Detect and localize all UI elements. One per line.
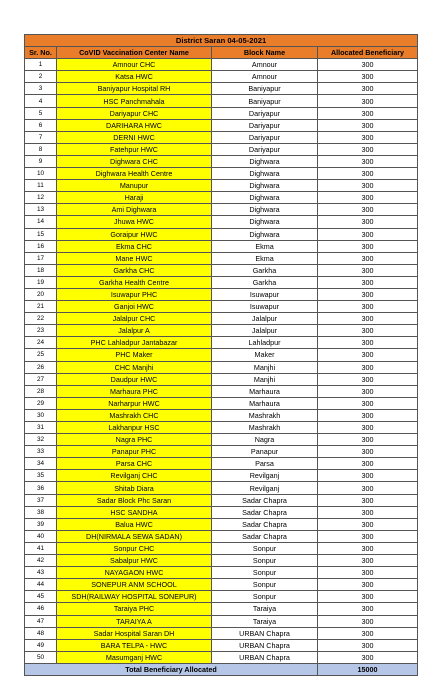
center-name-cell: DARIHARA HWC bbox=[57, 119, 212, 131]
allocated-cell: 300 bbox=[318, 264, 418, 276]
sr-no-cell: 34 bbox=[25, 458, 57, 470]
sr-no-cell: 11 bbox=[25, 180, 57, 192]
allocated-cell: 300 bbox=[318, 131, 418, 143]
sr-no-cell: 2 bbox=[25, 71, 57, 83]
block-name-cell: Sadar Chapra bbox=[212, 494, 318, 506]
table-row bbox=[25, 337, 418, 349]
sr-no-cell: 46 bbox=[25, 603, 57, 615]
sr-no-cell: 42 bbox=[25, 555, 57, 567]
block-name-cell: Ekma bbox=[212, 252, 318, 264]
allocated-cell: 300 bbox=[318, 204, 418, 216]
table-row bbox=[25, 409, 418, 421]
table-row bbox=[25, 204, 418, 216]
table-row bbox=[25, 530, 418, 542]
block-name-cell: Jalalpur bbox=[212, 313, 318, 325]
table-row bbox=[25, 591, 418, 603]
center-name-cell: Jalalpur CHC bbox=[57, 313, 212, 325]
center-name-cell: Lakhanpur HSC bbox=[57, 422, 212, 434]
table-row bbox=[25, 288, 418, 300]
table-row bbox=[25, 276, 418, 288]
block-name-cell: Taraiya bbox=[212, 603, 318, 615]
allocated-cell: 300 bbox=[318, 288, 418, 300]
center-name-cell: Panapur PHC bbox=[57, 446, 212, 458]
table-row bbox=[25, 325, 418, 337]
block-name-cell: Sonpur bbox=[212, 542, 318, 554]
center-name-cell: SDH(RAILWAY HOSPITAL SONEPUR) bbox=[57, 591, 212, 603]
block-name-cell: Nagra bbox=[212, 434, 318, 446]
table-row bbox=[25, 494, 418, 506]
sr-no-cell: 43 bbox=[25, 567, 57, 579]
center-name-cell: Dighwara CHC bbox=[57, 155, 212, 167]
sr-no-cell: 8 bbox=[25, 143, 57, 155]
center-name-cell: Ami Dighwara bbox=[57, 204, 212, 216]
center-name-cell: Balua HWC bbox=[57, 518, 212, 530]
allocated-cell: 300 bbox=[318, 71, 418, 83]
center-name-cell: SONEPUR ANM SCHOOL bbox=[57, 579, 212, 591]
sr-no-cell: 38 bbox=[25, 506, 57, 518]
table-row bbox=[25, 168, 418, 180]
sr-no-cell: 1 bbox=[25, 59, 57, 71]
center-name-cell: HSC Panchmahala bbox=[57, 95, 212, 107]
table-row bbox=[25, 301, 418, 313]
table-row bbox=[25, 155, 418, 167]
center-name-cell: Parsa CHC bbox=[57, 458, 212, 470]
block-name-cell: Dighwara bbox=[212, 216, 318, 228]
block-name-cell: Dighwara bbox=[212, 228, 318, 240]
block-name-cell: Dighwara bbox=[212, 180, 318, 192]
sr-no-cell: 10 bbox=[25, 168, 57, 180]
allocated-cell: 300 bbox=[318, 555, 418, 567]
title-row bbox=[25, 35, 418, 47]
block-name-cell: Sonpur bbox=[212, 555, 318, 567]
sr-no-cell: 35 bbox=[25, 470, 57, 482]
sr-no-cell: 41 bbox=[25, 542, 57, 554]
allocated-cell: 300 bbox=[318, 615, 418, 627]
table-row bbox=[25, 95, 418, 107]
allocated-cell: 300 bbox=[318, 579, 418, 591]
table-row bbox=[25, 143, 418, 155]
center-name-cell: Shitab Diara bbox=[57, 482, 212, 494]
table-row bbox=[25, 446, 418, 458]
block-name-cell: Amnour bbox=[212, 71, 318, 83]
block-name-cell: Baniyapur bbox=[212, 83, 318, 95]
block-name-cell: Sadar Chapra bbox=[212, 530, 318, 542]
sr-no-cell: 40 bbox=[25, 530, 57, 542]
table-row bbox=[25, 458, 418, 470]
table-row bbox=[25, 361, 418, 373]
total-value: 15000 bbox=[318, 663, 418, 675]
table-row bbox=[25, 373, 418, 385]
center-name-cell: Haraji bbox=[57, 192, 212, 204]
sr-no-cell: 9 bbox=[25, 155, 57, 167]
center-name-cell: TARAIYA A bbox=[57, 615, 212, 627]
allocated-cell: 300 bbox=[318, 59, 418, 71]
block-name-cell: Sadar Chapra bbox=[212, 506, 318, 518]
sheet-title: District Saran 04-05-2021 bbox=[25, 35, 418, 47]
center-name-cell: NAYAGAON HWC bbox=[57, 567, 212, 579]
center-name-cell: Baniyapur Hospital RH bbox=[57, 83, 212, 95]
center-name-cell: Dighwara Health Centre bbox=[57, 168, 212, 180]
table-row bbox=[25, 651, 418, 663]
block-name-cell: Parsa bbox=[212, 458, 318, 470]
table-row bbox=[25, 506, 418, 518]
allocated-cell: 300 bbox=[318, 155, 418, 167]
center-name-cell: DERNI HWC bbox=[57, 131, 212, 143]
sr-no-cell: 3 bbox=[25, 83, 57, 95]
block-name-cell: Garkha bbox=[212, 264, 318, 276]
center-name-cell: Ekma CHC bbox=[57, 240, 212, 252]
table-row bbox=[25, 83, 418, 95]
sr-no-cell: 15 bbox=[25, 228, 57, 240]
allocated-cell: 300 bbox=[318, 494, 418, 506]
table-row bbox=[25, 313, 418, 325]
sr-no-cell: 14 bbox=[25, 216, 57, 228]
center-name-cell: Mashrakh CHC bbox=[57, 409, 212, 421]
allocated-cell: 300 bbox=[318, 252, 418, 264]
sr-no-cell: 28 bbox=[25, 385, 57, 397]
allocated-cell: 300 bbox=[318, 325, 418, 337]
center-name-cell: Ganjoi HWC bbox=[57, 301, 212, 313]
total-row bbox=[25, 663, 418, 675]
center-name-cell: Jalalpur A bbox=[57, 325, 212, 337]
sr-no-cell: 39 bbox=[25, 518, 57, 530]
center-name-cell: Garkha Health Centre bbox=[57, 276, 212, 288]
sr-no-cell: 45 bbox=[25, 591, 57, 603]
allocated-cell: 300 bbox=[318, 422, 418, 434]
center-name-cell: Manupur bbox=[57, 180, 212, 192]
table-row bbox=[25, 180, 418, 192]
table-row bbox=[25, 71, 418, 83]
center-name-cell: Amnour CHC bbox=[57, 59, 212, 71]
allocated-cell: 300 bbox=[318, 95, 418, 107]
block-name-cell: Dighwara bbox=[212, 155, 318, 167]
block-name-cell: Isuwapur bbox=[212, 288, 318, 300]
allocated-cell: 300 bbox=[318, 349, 418, 361]
vaccination-allocation-table bbox=[24, 34, 418, 676]
allocated-cell: 300 bbox=[318, 168, 418, 180]
allocated-cell: 300 bbox=[318, 276, 418, 288]
allocated-cell: 300 bbox=[318, 361, 418, 373]
block-name-cell: URBAN Chapra bbox=[212, 627, 318, 639]
table-row bbox=[25, 555, 418, 567]
block-name-cell: Dariyapur bbox=[212, 107, 318, 119]
allocated-cell: 300 bbox=[318, 216, 418, 228]
block-name-cell: Sonpur bbox=[212, 567, 318, 579]
allocated-cell: 300 bbox=[318, 409, 418, 421]
center-name-cell: Garkha CHC bbox=[57, 264, 212, 276]
allocated-cell: 300 bbox=[318, 627, 418, 639]
table-row bbox=[25, 240, 418, 252]
block-name-cell: Revilganj bbox=[212, 482, 318, 494]
center-name-cell: Sadar Block Phc Saran bbox=[57, 494, 212, 506]
table-row bbox=[25, 228, 418, 240]
table-body bbox=[25, 35, 418, 676]
sr-no-cell: 25 bbox=[25, 349, 57, 361]
sr-no-cell: 17 bbox=[25, 252, 57, 264]
table-row bbox=[25, 615, 418, 627]
allocated-cell: 300 bbox=[318, 107, 418, 119]
block-name-cell: Dighwara bbox=[212, 204, 318, 216]
sr-no-cell: 21 bbox=[25, 301, 57, 313]
table-row bbox=[25, 542, 418, 554]
allocated-cell: 300 bbox=[318, 228, 418, 240]
sr-no-cell: 5 bbox=[25, 107, 57, 119]
block-name-cell: Garkha bbox=[212, 276, 318, 288]
block-name-cell: Mashrakh bbox=[212, 409, 318, 421]
block-name-cell: Dariyapur bbox=[212, 143, 318, 155]
table-row bbox=[25, 59, 418, 71]
center-name-cell: BARA TELPA - HWC bbox=[57, 639, 212, 651]
block-name-cell: Sonpur bbox=[212, 579, 318, 591]
header-center-name: CoVID Vaccination Center Name bbox=[57, 47, 212, 59]
table-row bbox=[25, 579, 418, 591]
sr-no-cell: 32 bbox=[25, 434, 57, 446]
table-row bbox=[25, 397, 418, 409]
block-name-cell: Lahladpur bbox=[212, 337, 318, 349]
sr-no-cell: 48 bbox=[25, 627, 57, 639]
sr-no-cell: 30 bbox=[25, 409, 57, 421]
allocated-cell: 300 bbox=[318, 639, 418, 651]
center-name-cell: CHC Manjhi bbox=[57, 361, 212, 373]
sr-no-cell: 19 bbox=[25, 276, 57, 288]
center-name-cell: Sonpur CHC bbox=[57, 542, 212, 554]
center-name-cell: Narharpur HWC bbox=[57, 397, 212, 409]
sr-no-cell: 47 bbox=[25, 615, 57, 627]
allocated-cell: 300 bbox=[318, 530, 418, 542]
table-row bbox=[25, 482, 418, 494]
sr-no-cell: 29 bbox=[25, 397, 57, 409]
table-row bbox=[25, 603, 418, 615]
block-name-cell: URBAN Chapra bbox=[212, 639, 318, 651]
block-name-cell: Sadar Chapra bbox=[212, 518, 318, 530]
sr-no-cell: 37 bbox=[25, 494, 57, 506]
allocated-cell: 300 bbox=[318, 470, 418, 482]
allocated-cell: 300 bbox=[318, 301, 418, 313]
table-row bbox=[25, 131, 418, 143]
table-row bbox=[25, 422, 418, 434]
sr-no-cell: 20 bbox=[25, 288, 57, 300]
sr-no-cell: 23 bbox=[25, 325, 57, 337]
table-row bbox=[25, 192, 418, 204]
allocated-cell: 300 bbox=[318, 506, 418, 518]
allocated-cell: 300 bbox=[318, 119, 418, 131]
center-name-cell: Sadar Hospital Saran DH bbox=[57, 627, 212, 639]
allocated-cell: 300 bbox=[318, 397, 418, 409]
total-label: Total Beneficiary Allocated bbox=[25, 663, 318, 675]
block-name-cell: Dighwara bbox=[212, 168, 318, 180]
block-name-cell: Marhaura bbox=[212, 385, 318, 397]
center-name-cell: DH(NIRMALA SEWA SADAN) bbox=[57, 530, 212, 542]
allocated-cell: 300 bbox=[318, 482, 418, 494]
block-name-cell: Ekma bbox=[212, 240, 318, 252]
block-name-cell: Revilganj bbox=[212, 470, 318, 482]
table-row bbox=[25, 385, 418, 397]
block-name-cell: Maker bbox=[212, 349, 318, 361]
allocated-cell: 300 bbox=[318, 143, 418, 155]
allocated-cell: 300 bbox=[318, 337, 418, 349]
table-row bbox=[25, 639, 418, 651]
sr-no-cell: 16 bbox=[25, 240, 57, 252]
allocated-cell: 300 bbox=[318, 385, 418, 397]
table-row bbox=[25, 264, 418, 276]
sr-no-cell: 22 bbox=[25, 313, 57, 325]
block-name-cell: Dighwara bbox=[212, 192, 318, 204]
block-name-cell: Amnour bbox=[212, 59, 318, 71]
sr-no-cell: 18 bbox=[25, 264, 57, 276]
header-block-name: Block Name bbox=[212, 47, 318, 59]
allocated-cell: 300 bbox=[318, 567, 418, 579]
allocated-cell: 300 bbox=[318, 603, 418, 615]
sr-no-cell: 27 bbox=[25, 373, 57, 385]
allocated-cell: 300 bbox=[318, 458, 418, 470]
block-name-cell: Isuwapur bbox=[212, 301, 318, 313]
block-name-cell: Taraiya bbox=[212, 615, 318, 627]
sr-no-cell: 31 bbox=[25, 422, 57, 434]
block-name-cell: Manjhi bbox=[212, 373, 318, 385]
center-name-cell: Goraipur HWC bbox=[57, 228, 212, 240]
table-row bbox=[25, 434, 418, 446]
allocated-cell: 300 bbox=[318, 651, 418, 663]
sr-no-cell: 33 bbox=[25, 446, 57, 458]
sr-no-cell: 12 bbox=[25, 192, 57, 204]
block-name-cell: Mashrakh bbox=[212, 422, 318, 434]
table-row bbox=[25, 119, 418, 131]
table-row bbox=[25, 252, 418, 264]
sr-no-cell: 44 bbox=[25, 579, 57, 591]
table-row bbox=[25, 107, 418, 119]
allocated-cell: 300 bbox=[318, 192, 418, 204]
sr-no-cell: 26 bbox=[25, 361, 57, 373]
table-row bbox=[25, 567, 418, 579]
center-name-cell: PHC Lahladpur Jantabazar bbox=[57, 337, 212, 349]
sr-no-cell: 13 bbox=[25, 204, 57, 216]
sr-no-cell: 36 bbox=[25, 482, 57, 494]
sr-no-cell: 49 bbox=[25, 639, 57, 651]
table-row bbox=[25, 216, 418, 228]
table-row bbox=[25, 518, 418, 530]
block-name-cell: Manjhi bbox=[212, 361, 318, 373]
center-name-cell: Sabalpur HWC bbox=[57, 555, 212, 567]
center-name-cell: Katsa HWC bbox=[57, 71, 212, 83]
center-name-cell: Marhaura PHC bbox=[57, 385, 212, 397]
block-name-cell: Sonpur bbox=[212, 591, 318, 603]
center-name-cell: Fatehpur HWC bbox=[57, 143, 212, 155]
allocated-cell: 300 bbox=[318, 518, 418, 530]
center-name-cell: HSC SANDHA bbox=[57, 506, 212, 518]
sr-no-cell: 6 bbox=[25, 119, 57, 131]
block-name-cell: Marhaura bbox=[212, 397, 318, 409]
sr-no-cell: 7 bbox=[25, 131, 57, 143]
allocated-cell: 300 bbox=[318, 542, 418, 554]
center-name-cell: Jhuwa HWC bbox=[57, 216, 212, 228]
allocated-cell: 300 bbox=[318, 83, 418, 95]
center-name-cell: Mane HWC bbox=[57, 252, 212, 264]
table-row bbox=[25, 349, 418, 361]
center-name-cell: Daudpur HWC bbox=[57, 373, 212, 385]
header-row bbox=[25, 47, 418, 59]
header-allocated: Allocated Beneficiary bbox=[318, 47, 418, 59]
table-row bbox=[25, 627, 418, 639]
allocated-cell: 300 bbox=[318, 240, 418, 252]
allocated-cell: 300 bbox=[318, 313, 418, 325]
center-name-cell: Nagra PHC bbox=[57, 434, 212, 446]
block-name-cell: Dariyapur bbox=[212, 119, 318, 131]
block-name-cell: Panapur bbox=[212, 446, 318, 458]
center-name-cell: PHC Maker bbox=[57, 349, 212, 361]
block-name-cell: Dariyapur bbox=[212, 131, 318, 143]
center-name-cell: Isuwapur PHC bbox=[57, 288, 212, 300]
block-name-cell: URBAN Chapra bbox=[212, 651, 318, 663]
allocated-cell: 300 bbox=[318, 373, 418, 385]
center-name-cell: Masumganj HWC bbox=[57, 651, 212, 663]
sr-no-cell: 50 bbox=[25, 651, 57, 663]
block-name-cell: Baniyapur bbox=[212, 95, 318, 107]
sr-no-cell: 4 bbox=[25, 95, 57, 107]
table-row bbox=[25, 470, 418, 482]
allocated-cell: 300 bbox=[318, 591, 418, 603]
allocated-cell: 300 bbox=[318, 446, 418, 458]
allocated-cell: 300 bbox=[318, 180, 418, 192]
sr-no-cell: 24 bbox=[25, 337, 57, 349]
center-name-cell: Revilganj CHC bbox=[57, 470, 212, 482]
center-name-cell: Dariyapur CHC bbox=[57, 107, 212, 119]
block-name-cell: Jalalpur bbox=[212, 325, 318, 337]
header-sr-no: Sr. No. bbox=[25, 47, 57, 59]
center-name-cell: Taraiya PHC bbox=[57, 603, 212, 615]
allocated-cell: 300 bbox=[318, 434, 418, 446]
